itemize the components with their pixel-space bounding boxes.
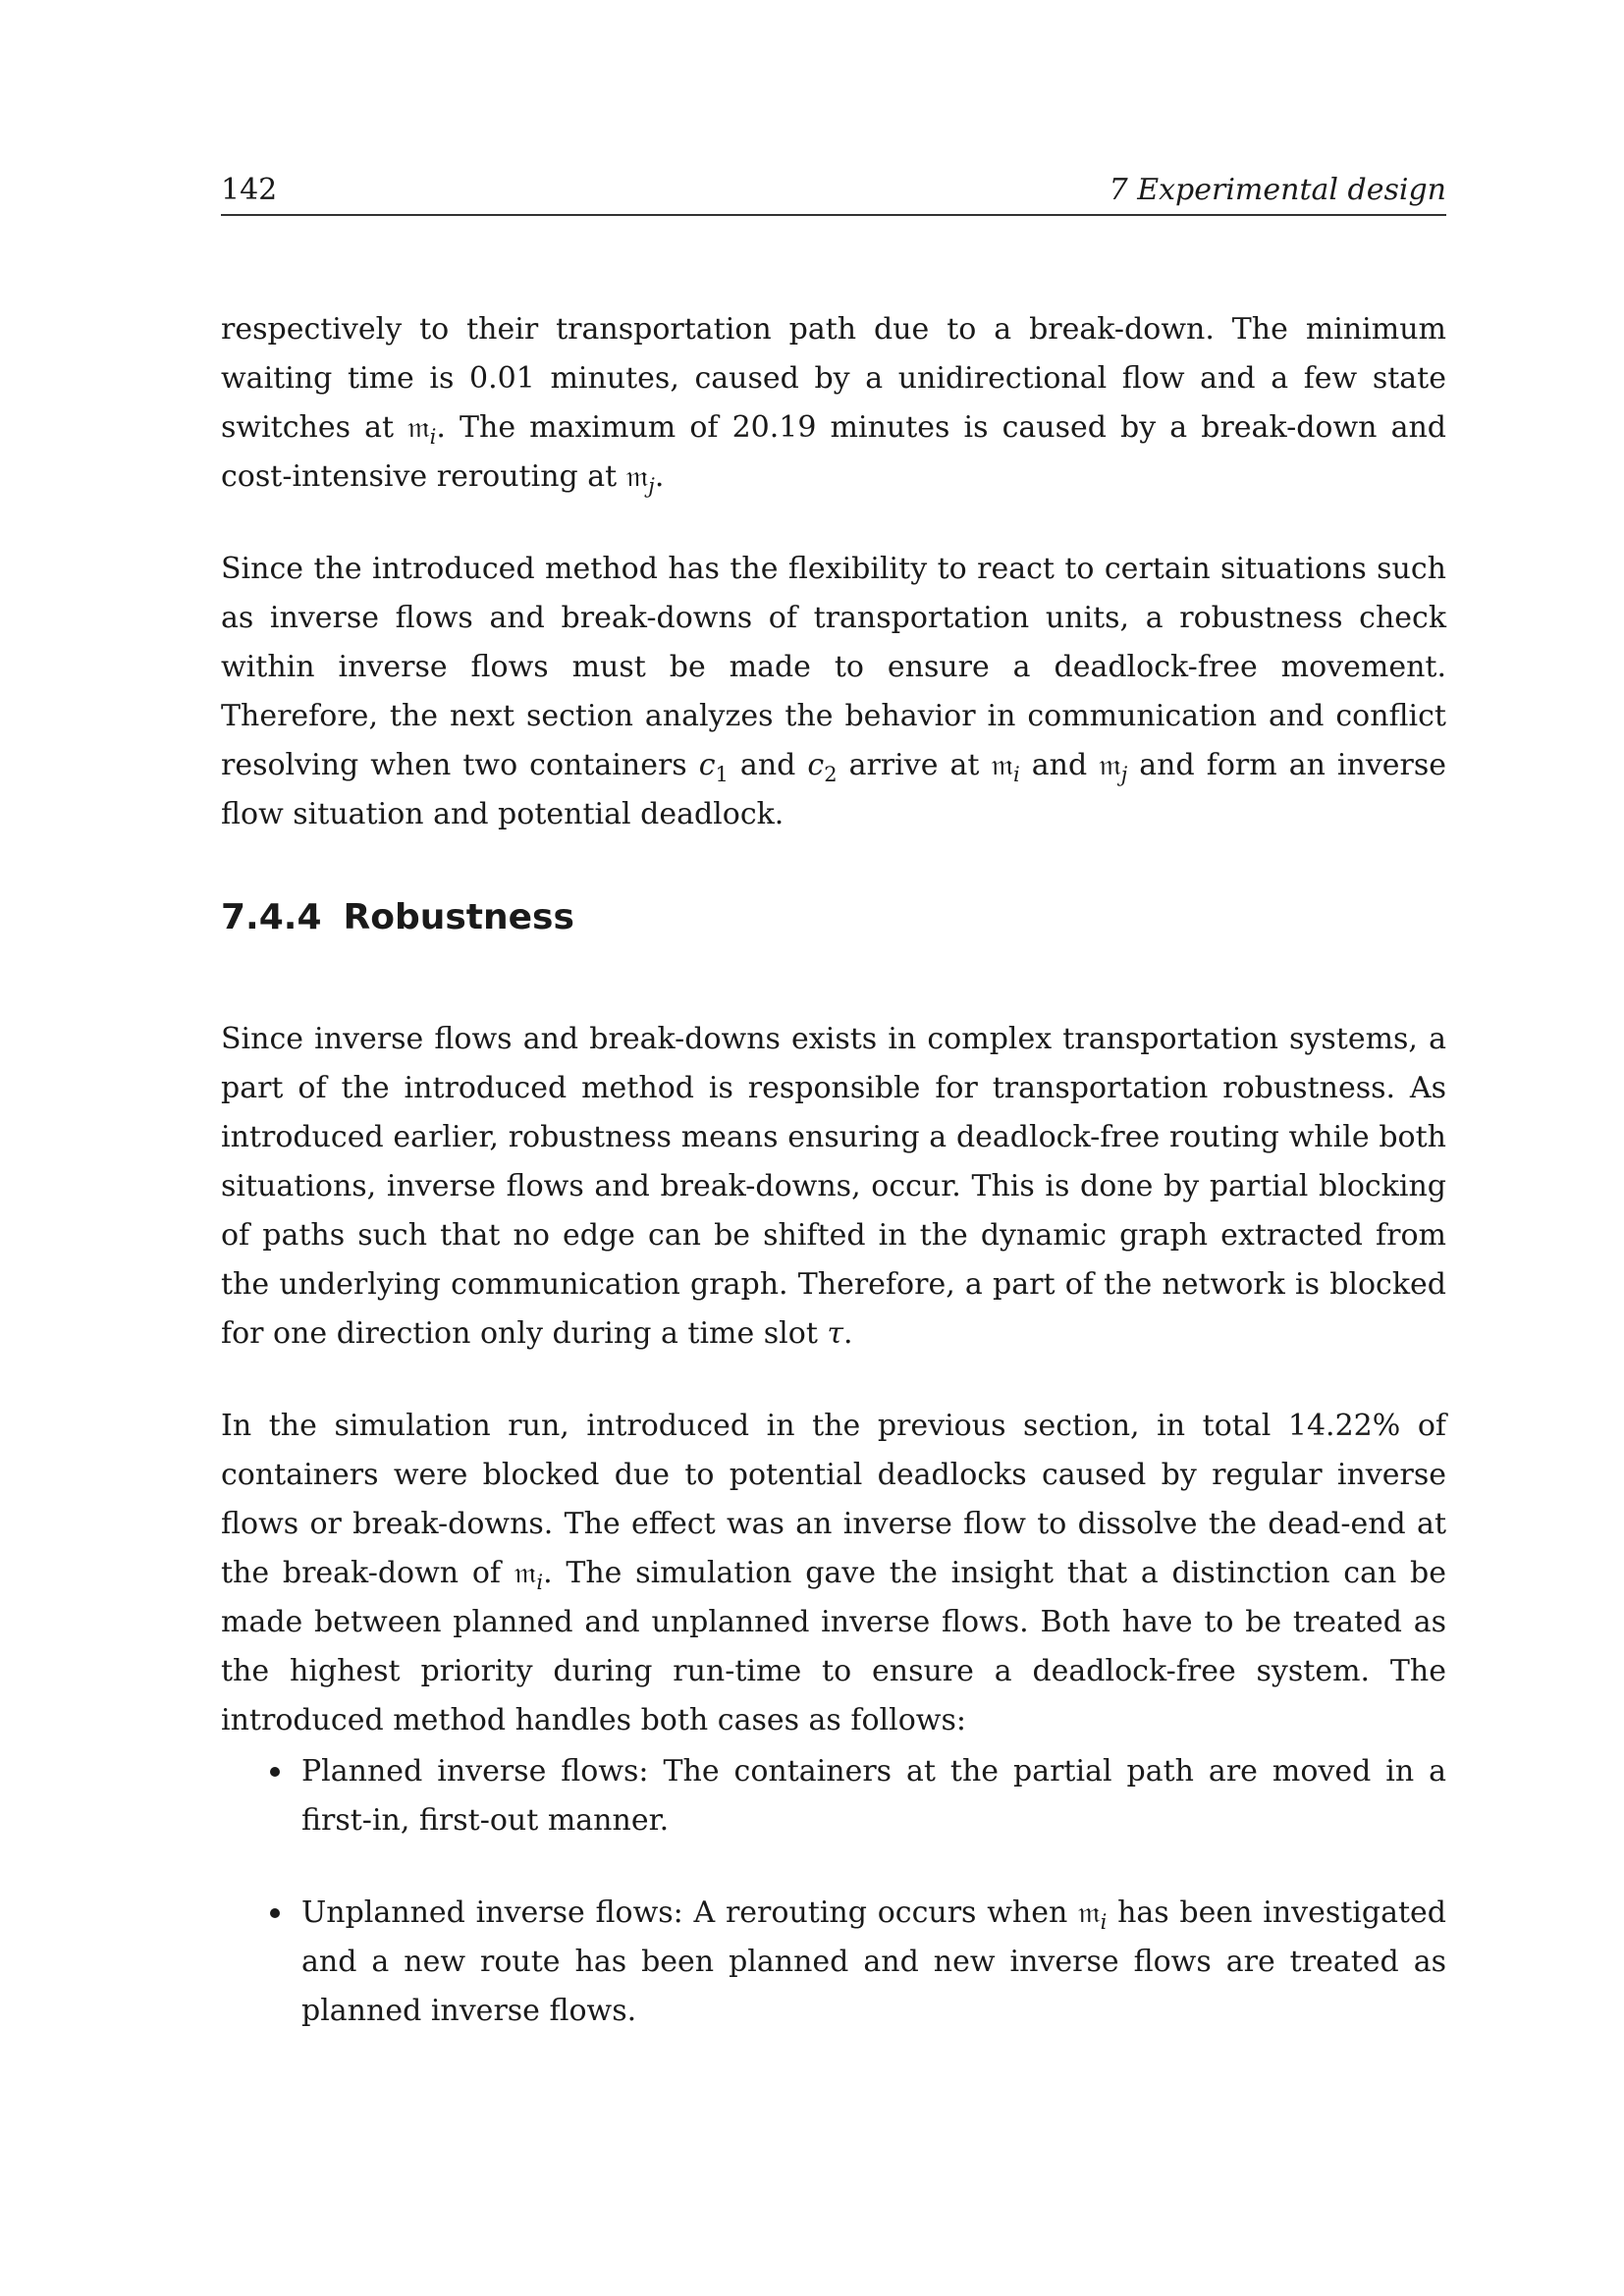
section-heading (221, 897, 574, 937)
list-item-planned: Planned inverse flows: The containers at the partial path are moved in a first-in, first-out manner. (221, 1747, 1446, 1845)
paragraph-robustness-definition: Since inverse flows and break-downs exists in complex transportation systems, a part of the introduced method is responsible for transportation robustness. As introduced earlier, robustness means ensuring a deadlock-free routing while both situations, inverse flows and break-downs, occur. This is done by partial blocking of paths such that no edge can be shifted in the dynamic graph extracted from the underlying communication graph. Therefore, a part of the network is blocked for one direction only during a time slot τ. (221, 1022, 1446, 1351)
paragraph-flexibility: Since the introduced method has the flexibility to react to certain situations such as inverse flows and break-downs of transportation units, a robustness check within inverse flows must be made to ensure a deadlock-free movement. Therefore, the next section analyzes the behavior in communication and conflict resolving when two containers $c_1$ and $c_2$ arrive at 𝔪$_i$ and 𝔪$_j$ and form an inverse flow situation and potential deadlock. (221, 552, 1447, 831)
bullet-icon (270, 1767, 280, 1777)
section-title: Robustness (343, 897, 574, 937)
chapter-title: 7 Experimental design (1109, 173, 1446, 207)
bullet-icon (270, 1908, 280, 1918)
list-item-unplanned: Unplanned inverse flows: A rerouting occurs when 𝔪$_i$ has been investigated and a new route has been planned and new inverse flows are treated as planned inverse flows. (221, 1889, 1446, 2036)
paragraph-simulation-results: In the simulation run, introduced in the previous section, in total 14.22% of containers were blocked due to potential deadlocks caused by regular inverse flows or break-downs. The effect was an inverse flow to dissolve the dead-end at the break-down of 𝔪$_i$. The simulation gave the insight that a distinction can be made between planned and unplanned inverse flows. Both have to be treated as the highest priority during run-time to ensure a deadlock-free system. The introduced method handles both cases as follows: (221, 1409, 1446, 1737)
page-number: 142 (221, 173, 278, 207)
running-header (221, 173, 1446, 216)
paragraph-waiting-time: respectively to their transportation path due to a break-down. The minimum waiting time is 0.01 minutes, caused by a unidirectional flow and a few state switches at 𝔪$_i$. The maximum of 20.19 minutes is caused by a break-down and cost-intensive rerouting at 𝔪$_j$. (221, 312, 1446, 498)
bullet-list (221, 1747, 1446, 2079)
section-number: 7.4.4 (221, 897, 322, 937)
